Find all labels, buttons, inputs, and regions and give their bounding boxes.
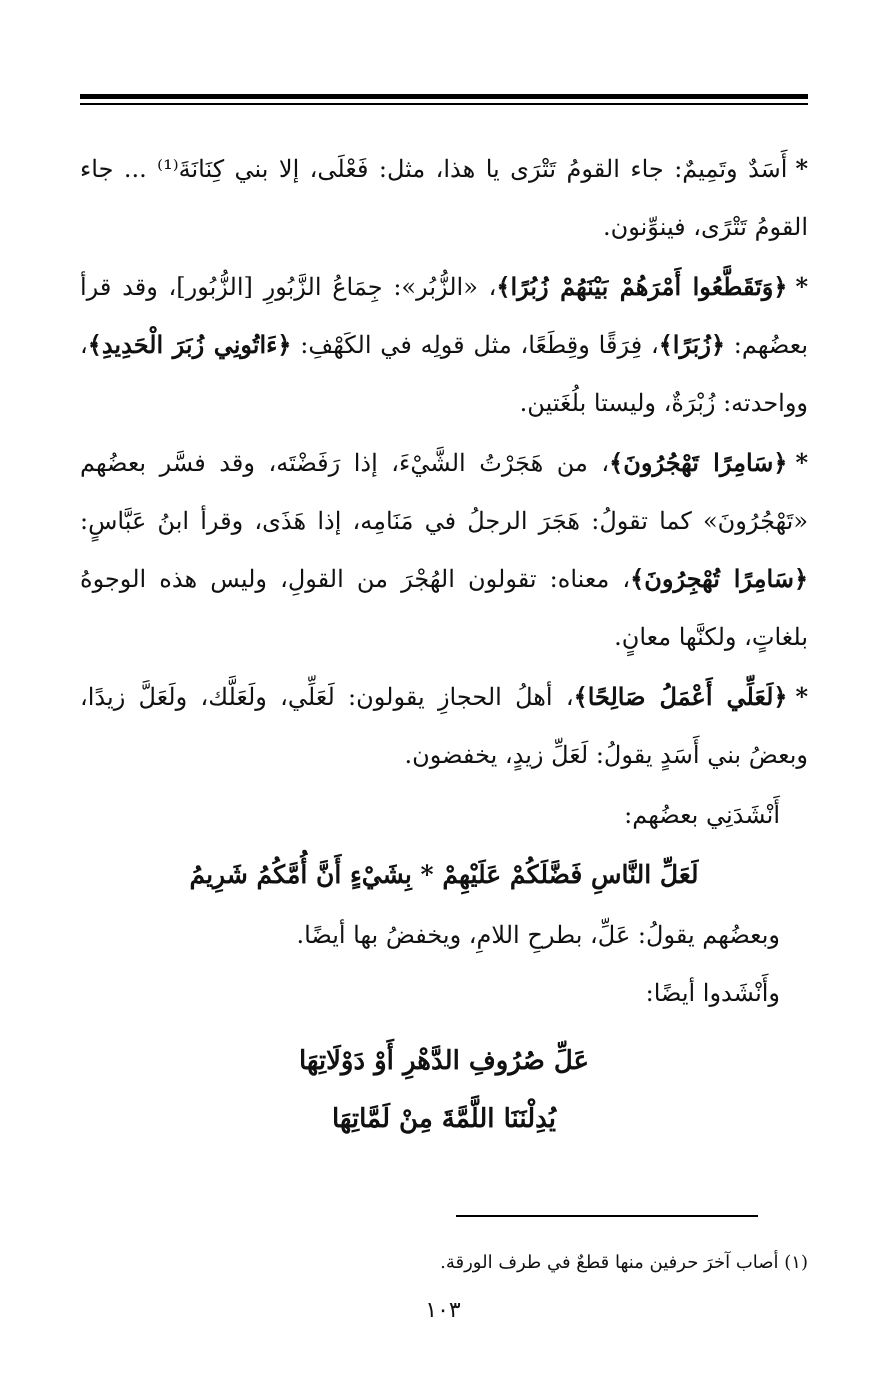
entry-asad-tamim xyxy=(80,140,808,256)
quran-quote: ﴿سَامِرًا تُهْجِرُونَ﴾ xyxy=(630,564,809,593)
header-rule-thick xyxy=(80,94,808,99)
entry-text: ، من هَجَرْتُ الشَّيْءَ، إذا رَفَضْتَه، وقد فسَّر بعضُهم «تَهْجُرُونَ» كما تقولُ: هَجَرَ الرجلُ في مَنَامِه، إذا هَذَى، وقرأ ابنُ عَبَّاسٍ: xyxy=(80,449,808,535)
entry-laalli xyxy=(80,668,808,784)
verse-intro: وأَنْشَدوا أيضًا: xyxy=(645,979,780,1007)
quran-quote: ﴿زُبَرًا﴾ xyxy=(658,330,726,359)
main-text xyxy=(80,140,808,1148)
footnote: (١) أصاب آخرَ حرفين منها قطعٌ في طرف الورقة. xyxy=(440,1252,808,1273)
quran-quote: ﴿سَامِرًا تَهْجُرُونَ﴾ xyxy=(609,448,788,477)
footnote-rule xyxy=(456,1215,758,1217)
entry-samiran xyxy=(80,434,808,666)
entry-text: ، أهلُ الحجازِ يقولون: لَعَلِّي، ولَعَلَّك، ولَعَلَّ زيدًا، وبعضُ بني أَسَدٍ يقولُ: لَعَلِّ زيدٍ، يخفضون. xyxy=(80,683,808,769)
entry-marker: * xyxy=(795,682,809,711)
commentary-line: وبعضُهم يقولُ: عَلِّ، بطرحِ اللامِ، ويخفضُ بها أيضًا. xyxy=(296,921,780,949)
page-number: ١٠٣ xyxy=(425,1298,461,1323)
entry-text: أَسَدٌ وتَمِيمٌ: جاء القومُ تَتْرَى يا هذا، مثل: فَعْلَى، إلا بني كِنَانَةَ⁽¹⁾ ... جاء القومُ تَتْرًى، فينوِّنون. xyxy=(80,155,808,241)
poem-couplet xyxy=(80,1032,808,1148)
entry-marker: * xyxy=(795,272,808,301)
poem-line: يُدِلْنَنَا اللَّمَّةَ مِنْ لَمَّاتِهَا xyxy=(331,1104,557,1134)
entry-text: ، معناه: تقولون الهُجْرَ من القولِ، وليس هذه الوجوهُ بلغاتٍ، ولكنَّها معانٍ. xyxy=(80,565,808,651)
quran-quote: ﴿وَتَقَطَّعُوا أَمْرَهُمْ بَيْنَهُمْ زُبُرًا﴾ xyxy=(496,272,788,301)
entry-text: ، «الزُّبُر»: جِمَاعُ الزَّبُورِ [الزُّبُور]، وقد قرأ بعضُهم: xyxy=(80,273,808,359)
poetry-verse: لَعَلِّ النَّاسِ فَضَّلَكُمْ عَلَيْهِمْ * بِشَيْءٍ أَنَّ أُمَّكُمُ شَرِيمُ xyxy=(189,860,699,889)
verse-intro: أَنْشَدَنِي بعضُهم: xyxy=(624,801,780,829)
entry-zubur xyxy=(80,258,808,432)
entry-text: ، فِرَقًا وقِطَعًا، مثل قولِه في الكَهْفِ: xyxy=(291,331,659,359)
quran-quote: ﴿ءَاتُونِي زُبَرَ الْحَدِيدِ﴾ xyxy=(87,330,292,359)
entry-text: ، وواحدته: زُبْرَةٌ، وليستا بلُغَتين. xyxy=(80,331,808,417)
header-rule-thin xyxy=(80,103,808,105)
entry-marker: * xyxy=(795,448,808,477)
quran-quote: ﴿لَعَلِّي أَعْمَلُ صَالِحًا﴾ xyxy=(573,682,788,711)
entry-marker: * xyxy=(795,154,808,183)
poem-line: عَلِّ صُرُوفِ الدَّهْرِ أَوْ دَوْلَاتِهَا xyxy=(298,1046,590,1076)
